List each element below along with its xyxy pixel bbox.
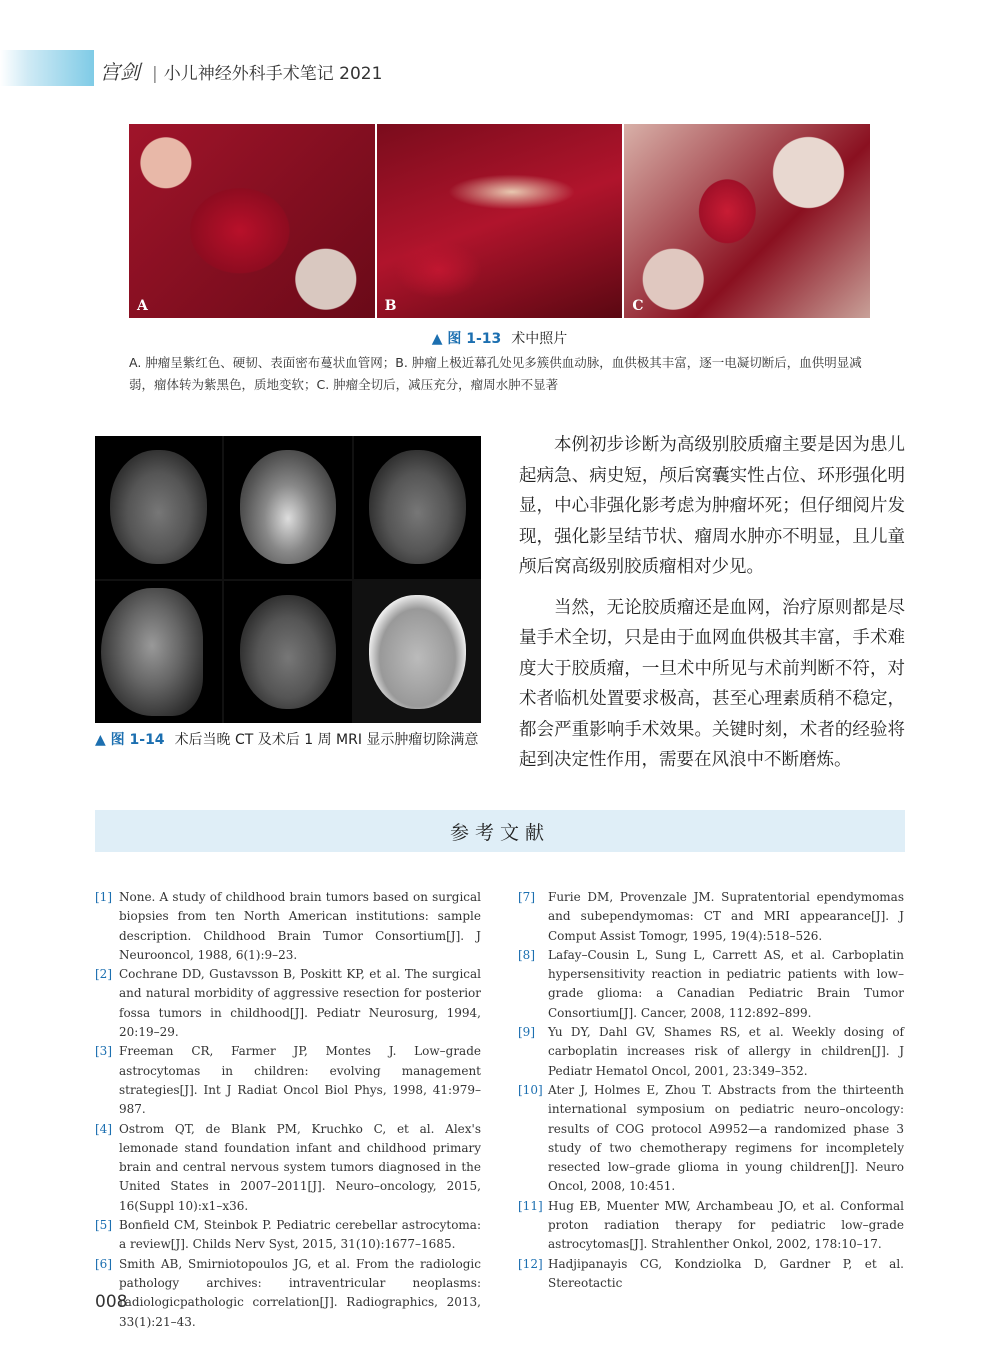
reference-number: [12] xyxy=(518,1256,543,1271)
reference-number: [6] xyxy=(95,1256,112,1271)
header-title: 小儿神经外科手术笔记 2021 xyxy=(163,64,383,84)
reference-item xyxy=(518,1081,904,1197)
mri-axial-t2 xyxy=(224,436,351,579)
header-separator: | xyxy=(152,64,158,84)
reference-text: Ater J, Holmes E, Zhou T. Abstracts from the thirteenth international symposium on pediatric neuro–oncology: results of COG protocol A9952—a randomized phase 3 study of two chemotherapy regimens for incompletely resected low–grade glioma in young children[J]. Neuro Oncol, 2008, 10:451. xyxy=(548,1082,904,1194)
mri-axial-flair xyxy=(354,436,481,579)
reference-item xyxy=(95,1216,481,1255)
figure-13-photos xyxy=(129,124,870,318)
reference-item xyxy=(518,946,904,1023)
references-left-column xyxy=(95,888,481,1332)
figure-14-images xyxy=(95,436,481,723)
panel-label-c: C xyxy=(632,298,644,314)
reference-item xyxy=(518,888,904,946)
intraop-photo-c xyxy=(624,124,870,318)
figure-13-number: ▲ 图 1-13 xyxy=(431,331,502,347)
running-header xyxy=(100,56,382,85)
reference-item xyxy=(95,965,481,1042)
mri-coronal xyxy=(224,581,351,724)
reference-text: None. A study of childhood brain tumors based on surgical biopsies from ten North American institutions: sample description. Childhood Brain Tumor Consortium[J]. J Neurooncol, 1988, 6(1):9–23. xyxy=(119,890,481,962)
figure-14-number: ▲ 图 1-14 xyxy=(95,732,165,748)
reference-text: Furie DM, Provenzale JM. Supratentorial ependymomas and subependymomas: CT and MRI appearance[J]. J Comput Assist Tomogr, 1995, 19(4):518–526. xyxy=(548,890,904,943)
header-brand: 宫剑 xyxy=(100,60,140,84)
reference-item xyxy=(518,1255,904,1294)
reference-text: Hug EB, Muenter MW, Archambeau JO, et al. Conformal proton radiation therapy for pediatric low–grade astrocytomas[J]. Strahlenther Onkol, 2002, 178:10–17. xyxy=(548,1198,904,1252)
ct-axial xyxy=(354,581,481,724)
reference-number: [2] xyxy=(95,967,112,982)
reference-text: Cochrane DD, Gustavsson B, Poskitt KP, et al. The surgical and natural morbidity of aggressive resection for posterior fossa tumors in childhood[J]. Pediatr Neurosurg, 1994, 20:19–29. xyxy=(119,967,481,1040)
reference-number: [1] xyxy=(95,890,112,904)
figure-13-title-text: 术中照片 xyxy=(511,331,568,347)
reference-number: [3] xyxy=(95,1044,112,1059)
references-heading: 参考文献 xyxy=(95,810,905,852)
mri-axial-t1 xyxy=(95,436,222,579)
panel-label-a: A xyxy=(137,298,148,314)
page-number: 008 xyxy=(95,1292,128,1312)
reference-text: Yu DY, Dahl GV, Shames RS, et al. Weekly dosing of carboplatin increases risk of allergy in children[J]. J Pediatr Hematol Oncol, 2001, 23:349–352. xyxy=(548,1025,904,1078)
reference-number: [4] xyxy=(95,1121,112,1136)
panel-label-b: B xyxy=(384,298,397,314)
reference-number: [5] xyxy=(95,1218,112,1233)
intraop-photo-a xyxy=(129,124,375,318)
body-paragraph-1: 本例初步诊断为高级别胶质瘤主要是因为患儿起病急、病史短，颅后窝囊实性占位、环形强化明显，中心非强化影考虑为肿瘤坏死；但仔细阅片发现，强化影呈结节状、瘤周水肿亦不明显，且儿童颅后窝高级别胶质瘤相对少见。 xyxy=(519,435,905,577)
reference-item xyxy=(95,1255,481,1332)
reference-item xyxy=(518,1023,904,1081)
reference-item xyxy=(95,888,481,965)
reference-number: [10] xyxy=(518,1082,543,1097)
figure-13-caption: A. 肿瘤呈紫红色、硬韧、表面密布蔓状血管网；B. 肿瘤上极近幕孔处见多簇供血动脉，血供极其丰富，逐一电凝切断后，血供明显减弱，瘤体转为紫黑色，质地变软；C. 肿瘤全切后，减压充分，瘤周水肿不显著 xyxy=(129,355,862,392)
mri-sagittal xyxy=(95,581,222,724)
reference-text: Ostrom QT, de Blank PM, Kruchko C, et al. Alex's lemonade stand foundation infant and childhood primary brain and central nervous system tumors diagnosed in the United States in 2007–2011[J]. Neuro–oncology, 2015, 16(Suppl 10):x1–x36. xyxy=(119,1121,481,1213)
reference-text: Smith AB, Smirniotopoulos JG, et al. From the radiologic pathology archives: intraventricular neoplasms: radiologicpathologic correlation[J]. Radiographics, 2013, 33(1):21–43. xyxy=(119,1256,481,1329)
intraop-photo-b xyxy=(377,124,623,318)
figure-14-caption xyxy=(95,730,490,750)
header-accent-band xyxy=(0,50,94,86)
reference-text: Lafay–Cousin L, Sung L, Carrett AS, et al. Carboplatin hypersensitivity reaction in pediatric patients with low–grade glioma: a Canadian Pediatric Brain Tumor Consortium[J]. Cancer, 2008, 112:892–899. xyxy=(548,947,904,1020)
figure-14-caption-text: 术后当晚 CT 及术后 1 周 MRI 显示肿瘤切除满意 xyxy=(174,732,479,748)
reference-item xyxy=(95,1042,481,1119)
reference-number: [11] xyxy=(518,1198,543,1213)
reference-item xyxy=(95,1120,481,1216)
reference-text: Hadjipanayis CG, Kondziolka D, Gardner P, et al. Stereotactic xyxy=(548,1256,904,1290)
reference-text: Bonfield CM, Steinbok P. Pediatric cerebellar astrocytoma: a review[J]. Childs Nerv Syst, 2015, 31(10):1677–1685. xyxy=(119,1218,481,1252)
reference-item xyxy=(518,1197,904,1255)
references-right-column xyxy=(518,888,904,1293)
reference-number: [8] xyxy=(518,947,535,962)
figure-13-title xyxy=(0,328,999,348)
reference-number: [7] xyxy=(518,890,535,904)
body-text xyxy=(519,430,905,776)
body-paragraph-2: 当然，无论胶质瘤还是血网，治疗原则都是尽量手术全切，只是由于血网血供极其丰富，手术难度大于胶质瘤，一旦术中所见与术前判断不符，对术者临机处置要求极高，甚至心理素质稍不稳定，都会严重影响手术效果。关键时刻，术者的经验将起到决定性作用，需要在风浪中不断磨炼。 xyxy=(519,597,905,770)
reference-text: Freeman CR, Farmer JP, Montes J. Low–grade astrocytomas in children: evolving management strategies[J]. Int J Radiat Oncol Biol Phys, 1998, 41:979–987. xyxy=(119,1044,481,1117)
reference-number: [9] xyxy=(518,1025,535,1040)
